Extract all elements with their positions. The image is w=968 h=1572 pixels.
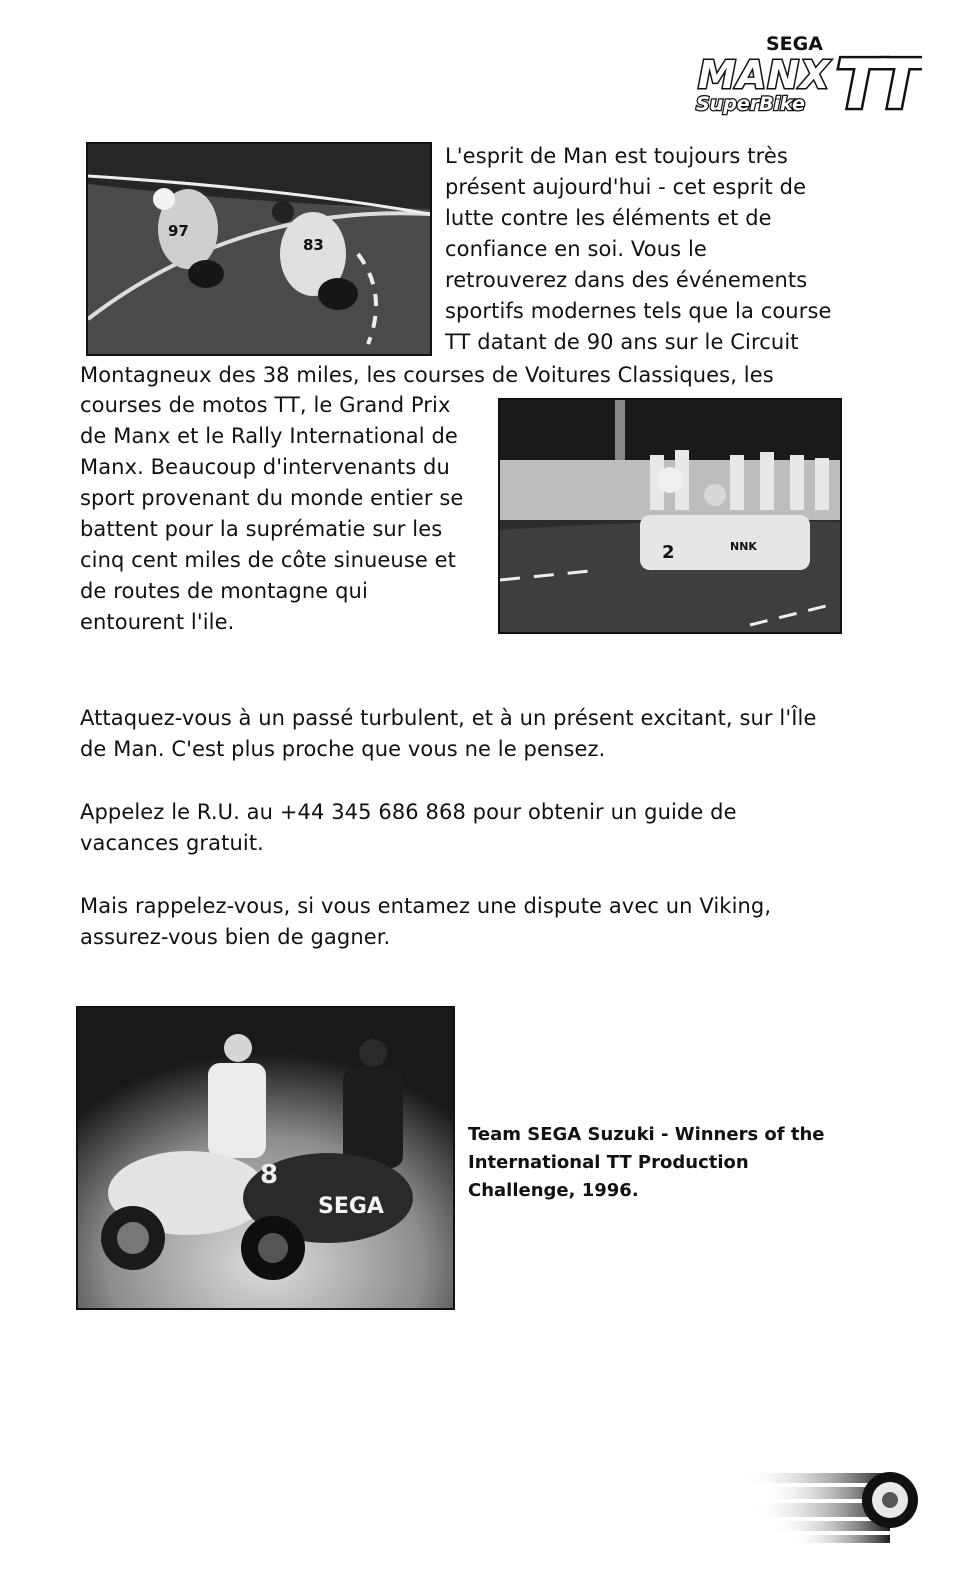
intro-text-full-line: Montagneux des 38 miles, les courses de Voitures Classiques, les: [80, 363, 774, 387]
intro-line: de routes de montagne qui: [80, 579, 368, 603]
intro-line: lutte contre les éléments et de: [445, 206, 772, 230]
speeding-wheel-graphic: [740, 1455, 920, 1560]
race-number-97: 97: [168, 222, 189, 240]
paragraph-viking: [80, 891, 771, 953]
intro-line: L'esprit de Man est toujours très: [445, 144, 788, 168]
intro-line: retrouverez dans des événements: [445, 268, 808, 292]
intro-line: cinq cent miles de côte sinueuse et: [80, 548, 457, 572]
paragraph-line: vacances gratuit.: [80, 831, 264, 855]
intro-text-right: [445, 141, 832, 358]
sidecar-number: 2: [662, 542, 675, 563]
intro-line: sport provenant du monde entier se: [80, 486, 464, 510]
photo-caption: [468, 1121, 825, 1205]
sidecar-banner: NNK: [730, 540, 757, 553]
intro-line: confiance en soi. Vous le: [445, 237, 707, 261]
photo-team-sega-suzuki: [76, 1006, 455, 1310]
logo-subtitle-text: SuperBike: [696, 93, 805, 115]
intro-line: Manx. Beaucoup d'intervenants du: [80, 455, 450, 479]
logo-tt-text: TT: [836, 46, 915, 125]
manx-tt-superbike-logo: [690, 30, 922, 125]
intro-line: courses de motos TT, le Grand Prix: [80, 393, 451, 417]
photo-race-bikes: [86, 142, 432, 356]
caption-line: International TT Production: [468, 1152, 749, 1173]
paragraph-line: Mais rappelez-vous, si vous entamez une dispute avec un Viking,: [80, 894, 772, 918]
intro-line: sportifs modernes tels que la course: [445, 299, 832, 323]
race-number-83: 83: [303, 236, 324, 254]
paragraph-line: Appelez le R.U. au +44 345 686 868 pour obtenir un guide de: [80, 800, 737, 824]
intro-line: de Manx et le Rally International de: [80, 424, 458, 448]
caption-line: Team SEGA Suzuki - Winners of the: [468, 1124, 825, 1145]
team-sponsor-text: SEGA: [318, 1194, 384, 1219]
caption-line: Challenge, 1996.: [468, 1180, 639, 1201]
paragraph-phone-guide: [80, 797, 737, 859]
paragraph-turbulent-past: [80, 703, 816, 765]
intro-line: battent pour la suprématie sur les: [80, 517, 443, 541]
paragraph-line: Attaquez-vous à un passé turbulent, et à un présent excitant, sur l'Île: [80, 706, 817, 730]
photo-sidecar: [498, 398, 842, 634]
intro-line: présent aujourd'hui - cet esprit de: [445, 175, 807, 199]
intro-line: entourent l'ile.: [80, 610, 235, 634]
paragraph-line: de Man. C'est plus proche que vous ne le pensez.: [80, 737, 606, 761]
intro-line: TT datant de 90 ans sur le Circuit: [445, 330, 799, 354]
intro-text-left: [80, 390, 463, 638]
sega-brand-text: SEGA: [766, 33, 823, 55]
logo-title-text: MANX: [698, 53, 831, 97]
paragraph-line: assurez-vous bien de gagner.: [80, 925, 391, 949]
team-bike-number: 8: [260, 1160, 279, 1190]
